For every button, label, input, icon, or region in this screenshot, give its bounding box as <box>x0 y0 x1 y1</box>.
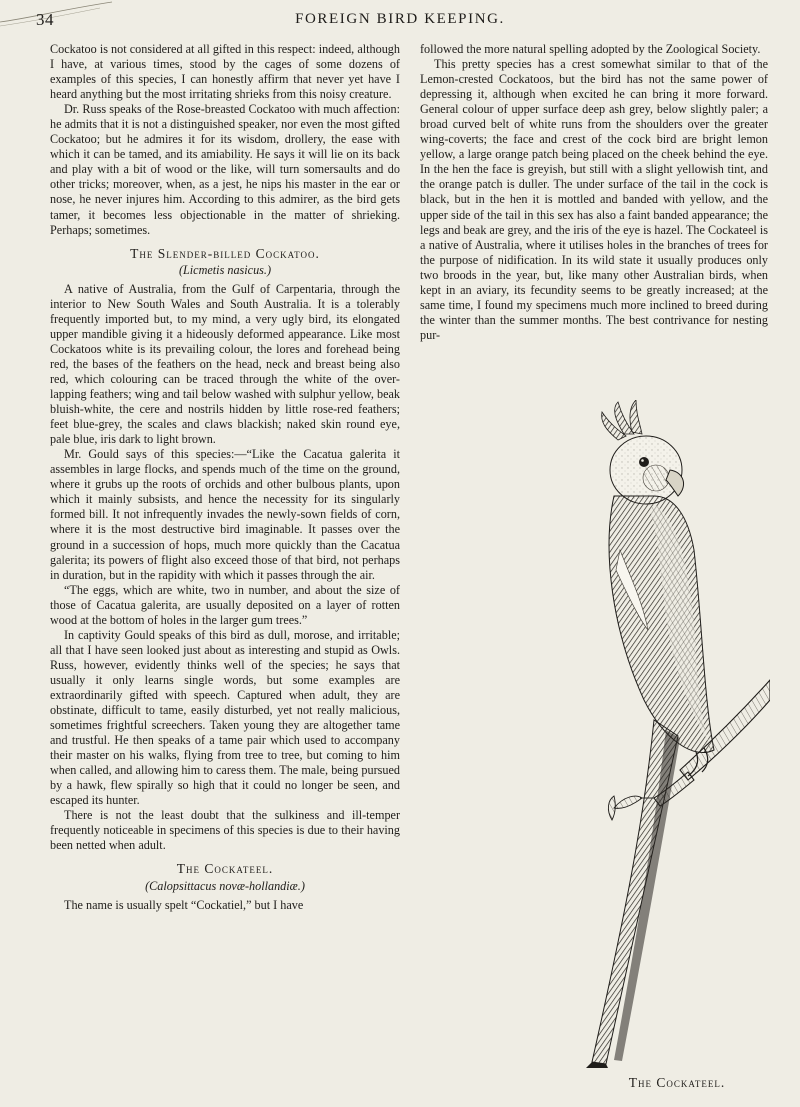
paragraph: This pretty species has a crest somewhat similar to that of the Lemon-crested Cockatoos, but the bird has not the same power of depressing it, although when excited he can bring it more forward. General colour of upper surface deep ash grey, below slightly paler; a broad curved belt of white runs from the shoulders over the greater wing-coverts; the face and crest of the cock bird are bright lemon yellow, a large orange patch being placed on the cheek behind the eye. In the hen the face is greyish, but still with a slight yellowish tint, and the orange patch is duller. The under surface of the tail in the cock is black, but in the hen it is mottled and banded with yellow, and the upper side of the tail in this sex has also a faint banded appearance; the legs and beak are grey, and the iris of the eye is hazel. The Cockateel is a native of Australia, where it utilises holes in the branches of trees for the purpose of nidification. In its wild state it usually produces only two broods in the year, but, like many other Australian birds, when kept in an aviary, its fecundity seems to be greatly increased; at the same time, I found my specimens much more inclined to breed during the winter than the summer months. The best contrivance for nesting pur- <box>420 57 768 342</box>
paragraph: Dr. Russ speaks of the Rose-breasted Cockatoo with much affection: he admits that it is not a distinguished speaker, nor even the most gifted Cockatoo; but he admires it for its wisdom, drollery, the ease with which it can be tamed, and its amiability. He says it will lie on its back and play with a bit of wood or the like, will turn somersaults and do other tricks; moreover, when, as a jest, he nips his master in the ear or nose, he never injures him. According to this admirer, as the bird gets tamer, it becomes less objectionable in the matter of shrieking. Perhaps; sometimes. <box>50 102 400 237</box>
paragraph: A native of Australia, from the Gulf of Carpentaria, through the interior to New South Wales and South Australia. It is a tolerably frequently imported but, to my mind, a very ugly bird, its elongated upper mandible giving it a hideously deformed appearance. Like most Cockatoos white is its prevailing colour, the lores and forehead being red, the bases of the feathers on the head, neck and breast being also red, which colouring can be traced through the white of the over-lapping feathers; wing and tail below washed with sulphur yellow, beak bluish-white, the cere and nostrils hidden by little rose-red feathers; feet blue-grey, the scales and claws blackish; naked skin round eye, pale blue, iris dark to light brown. <box>50 281 400 447</box>
paragraph: “The eggs, which are white, two in number, and about the size of those of Cacatua galerita, are usually deposited on a layer of rotten wood at the bottom of holes in the larger gum trees.” <box>50 582 400 627</box>
right-column <box>420 42 768 343</box>
cockateel-illustration <box>584 400 770 1070</box>
paragraph: The name is usually spelt “Cockatiel,” but I have <box>64 897 304 912</box>
running-head: FOREIGN BIRD KEEPING. <box>295 11 505 27</box>
paragraph: Cockatoo is not considered at all gifted in this respect: indeed, although I have, at various times, stood by the cages of some dozens of examples of this species, I can honestly affirm that never yet have I heard anything but the most irritating shrieks from this noisy creature. <box>50 42 400 102</box>
page-number: 34 <box>36 10 54 29</box>
section-heading: The Slender-billed Cockatoo. <box>130 245 320 261</box>
crest <box>602 400 642 440</box>
body <box>609 496 714 753</box>
scientific-name: (Calopsittacus novæ-hollandiæ.) <box>145 878 305 893</box>
head <box>610 436 684 504</box>
paragraph: followed the more natural spelling adopted by the Zoological Society. <box>420 42 761 56</box>
figure-caption: The Cockateel. <box>628 1075 726 1090</box>
tail <box>586 720 680 1068</box>
scientific-name: (Licmetis nasicus.) <box>178 262 272 277</box>
paragraph: There is not the least doubt that the sulkiness and ill-temper frequently noticeable in specimens of this species is due to their having been netted when adult. <box>50 808 400 853</box>
section-heading: The Cockateel. <box>176 861 274 877</box>
left-column <box>50 42 400 913</box>
paragraph: Mr. Gould says of this species:—“Like the Cacatua galerita it assembles in large flocks, and spends much of the time on the ground, where it grubs up the roots of orchids and other bulbous plants, upon which it mainly subsists, and hence the necessity for its singularly formed bill. It not infrequently invades the newly-sown fields of corn, where it is the most destructive bird imaginable. It passes over the ground in a succession of hops, much more quickly than the Cacatua galerita; its powers of flight also exceed those of that bird, not perhaps in duration, but in the rapidity with which it passes through the air. <box>50 447 400 582</box>
page-header <box>28 10 772 34</box>
paragraph: In captivity Gould speaks of this bird as dull, morose, and irritable; all that I have seen looked just about as interesting and stupid as Owls. Russ, however, evidently thinks well of the species; he says that usually it only learns single words, but some examples are extraordinarily gifted with speech. Captured when adult, they are obstinate, difficult to tame, easily disturbed, yet not really malicious, sometimes frightful screechers. Taken young they are altogether tame and trustful. He then speaks of a tame pair which used to accompany their master on his walks, flying from tree to tree, but coming to him when called, and allowing him to caress them. The male, being pursued by a hawk, flew spirally so high that it could no longer be seen, and escaped its hunter. <box>50 627 400 808</box>
